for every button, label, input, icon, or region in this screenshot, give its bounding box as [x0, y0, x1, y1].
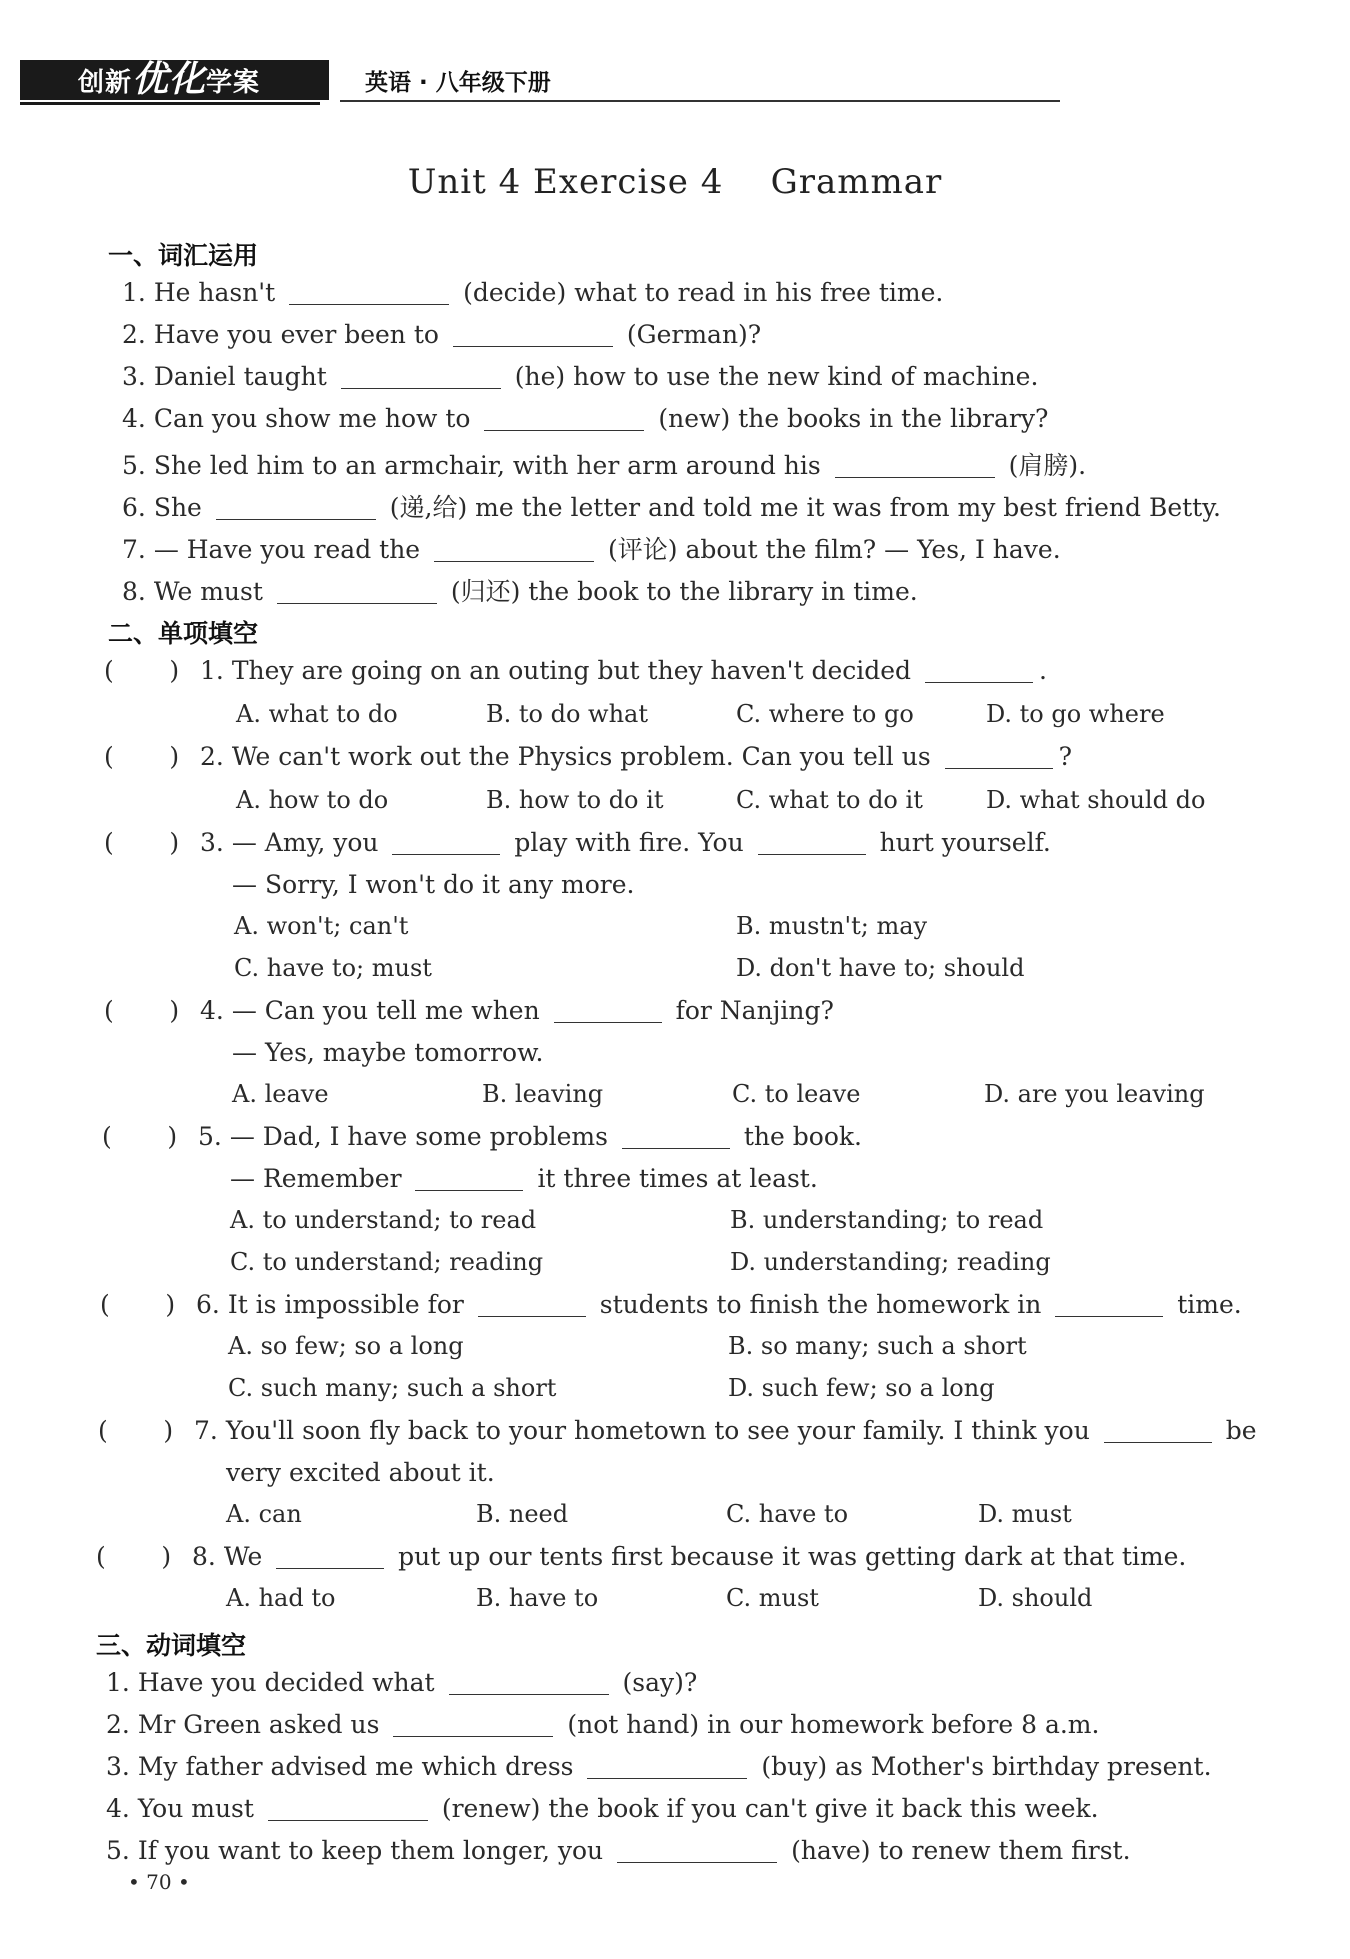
- option-b[interactable]: B. have to: [476, 1584, 599, 1612]
- answer-blank[interactable]: [289, 279, 449, 305]
- question-text: We: [223, 1542, 263, 1571]
- item-text: me the letter and told me it was from my best friend Betty.: [475, 493, 1221, 522]
- item-number: 6.: [196, 1290, 220, 1319]
- option-c[interactable]: C. have to; must: [234, 954, 432, 982]
- item-number: 3.: [200, 828, 224, 857]
- item-text: about the film? — Yes, I have.: [685, 535, 1061, 564]
- item-hint: (肩膀).: [1008, 451, 1087, 480]
- answer-blank[interactable]: [617, 1837, 777, 1863]
- answer-blank[interactable]: [268, 1795, 428, 1821]
- s3-item-5: [106, 1836, 1131, 1865]
- s1-item-3: [122, 362, 1038, 391]
- answer-blank[interactable]: [587, 1753, 747, 1779]
- answer-blank[interactable]: [415, 1165, 523, 1191]
- item-text: to renew them first.: [878, 1836, 1131, 1865]
- answer-blank[interactable]: [945, 743, 1053, 769]
- mc-question-3: [200, 828, 1051, 857]
- answer-blank[interactable]: [835, 452, 995, 478]
- item-text: the book if you can't give it back this week.: [548, 1794, 1099, 1823]
- answer-parenthesis[interactable]: ( ): [104, 742, 180, 771]
- mc-question-5: [198, 1122, 862, 1151]
- s1-item-2: [122, 320, 761, 349]
- question-text: .: [1039, 656, 1047, 685]
- item-text: My father advised me which dress: [137, 1752, 574, 1781]
- mc-question-2: [200, 742, 1072, 771]
- option-a[interactable]: A. can: [226, 1500, 302, 1528]
- item-hint: (评论): [608, 535, 678, 564]
- mc-question-6: [196, 1290, 1242, 1319]
- question-continuation: very excited about it.: [226, 1458, 495, 1487]
- item-text: Daniel taught: [153, 362, 327, 391]
- item-text: You must: [137, 1794, 254, 1823]
- option-b[interactable]: B. mustn't; may: [736, 912, 928, 940]
- answer-blank[interactable]: [1055, 1291, 1163, 1317]
- option-d[interactable]: D. should: [978, 1584, 1093, 1612]
- answer-blank[interactable]: [341, 363, 501, 389]
- brand-text-big: 优化: [132, 59, 207, 100]
- option-a[interactable]: A. had to: [226, 1584, 336, 1612]
- answer-blank[interactable]: [453, 321, 613, 347]
- answer-blank[interactable]: [1104, 1417, 1212, 1443]
- s1-item-5: [122, 446, 1086, 482]
- item-number: 4.: [200, 996, 224, 1025]
- option-b[interactable]: B. need: [476, 1500, 569, 1528]
- item-number: 6.: [122, 493, 146, 522]
- page-header: [20, 60, 1060, 105]
- answer-parenthesis[interactable]: ( ): [98, 1416, 174, 1445]
- brand-text-right: 学案: [206, 68, 261, 98]
- item-text: We must: [153, 577, 263, 606]
- item-text: She led him to an armchair, with her arm around his: [153, 451, 821, 480]
- item-hint: (new): [658, 404, 731, 433]
- question-text: students to finish the homework in: [599, 1290, 1042, 1319]
- item-number: 2.: [122, 320, 146, 349]
- option-a[interactable]: A. so few; so a long: [228, 1332, 464, 1360]
- answer-blank[interactable]: [434, 536, 594, 562]
- option-c[interactable]: C. where to go: [736, 700, 914, 728]
- mc-question-8: [192, 1542, 1186, 1571]
- question-text: — Can you tell me when: [231, 996, 540, 1025]
- item-text: — Have you read the: [153, 535, 421, 564]
- question-text: We can't work out the Physics problem. Can you tell us: [231, 742, 931, 771]
- question-text: put up our tents first because it was getting dark at that time.: [398, 1542, 1187, 1571]
- item-number: 7.: [194, 1416, 218, 1445]
- question-text: be: [1225, 1416, 1257, 1445]
- option-b[interactable]: B. so many; such a short: [728, 1332, 1027, 1360]
- option-d[interactable]: D. such few; so a long: [728, 1374, 995, 1402]
- item-text: He hasn't: [153, 278, 276, 307]
- item-text: If you want to keep them longer, you: [137, 1836, 604, 1865]
- option-b[interactable]: B. to do what: [486, 700, 649, 728]
- brand-text-left: 创新: [78, 68, 133, 98]
- option-d[interactable]: D. to go where: [986, 700, 1165, 728]
- answer-blank[interactable]: [478, 1291, 586, 1317]
- answer-blank[interactable]: [393, 1711, 553, 1737]
- item-number: 1.: [200, 656, 224, 685]
- header-rule-thick: [20, 102, 320, 105]
- item-number: 4.: [106, 1794, 130, 1823]
- item-number: 5.: [122, 451, 146, 480]
- item-text: as Mother's birthday present.: [835, 1752, 1212, 1781]
- option-a[interactable]: A. what to do: [236, 700, 398, 728]
- s1-item-1: [122, 278, 943, 307]
- question-text: hurt yourself.: [879, 828, 1051, 857]
- book-title: 英语 · 八年级下册: [365, 70, 551, 96]
- question-continuation: — Yes, maybe tomorrow.: [232, 1038, 544, 1067]
- option-c[interactable]: C. to understand; reading: [230, 1248, 544, 1276]
- question-text: ?: [1058, 742, 1073, 771]
- answer-blank[interactable]: [449, 1669, 609, 1695]
- option-d[interactable]: D. must: [978, 1500, 1072, 1528]
- item-number: 3.: [106, 1752, 130, 1781]
- item-text: in our homework before 8 a.m.: [707, 1710, 1100, 1739]
- answer-parenthesis[interactable]: ( ): [102, 1122, 178, 1151]
- brand-logo: [20, 60, 318, 100]
- item-hint: (递,给): [389, 493, 468, 522]
- question-text: — Dad, I have some problems: [229, 1122, 608, 1151]
- item-text: Have you decided what: [137, 1668, 435, 1697]
- item-number: 2.: [106, 1710, 130, 1739]
- option-c[interactable]: C. what to do it: [736, 786, 923, 814]
- option-a[interactable]: A. to understand; to read: [230, 1206, 537, 1234]
- header-rule: [340, 100, 1060, 102]
- answer-blank[interactable]: [554, 997, 662, 1023]
- option-c[interactable]: C. to leave: [732, 1080, 861, 1108]
- question-text: time.: [1177, 1290, 1242, 1319]
- s3-item-3: [106, 1752, 1212, 1781]
- question-text: — Amy, you: [231, 828, 379, 857]
- item-number: 1.: [122, 278, 146, 307]
- item-text: Have you ever been to: [153, 320, 439, 349]
- item-number: 3.: [122, 362, 146, 391]
- option-c[interactable]: C. have to: [726, 1500, 849, 1528]
- question-continuation: — Sorry, I won't do it any more.: [232, 870, 635, 899]
- option-d[interactable]: D. don't have to; should: [736, 954, 1025, 982]
- s1-item-6: [122, 488, 1221, 524]
- answer-blank[interactable]: [484, 405, 644, 431]
- answer-blank[interactable]: [276, 1543, 384, 1569]
- answer-parenthesis[interactable]: ( ): [100, 1290, 176, 1319]
- item-hint: (decide): [463, 278, 567, 307]
- option-a[interactable]: A. how to do: [236, 786, 389, 814]
- option-a[interactable]: A. leave: [232, 1080, 329, 1108]
- s1-item-8: [122, 572, 918, 608]
- option-c[interactable]: C. must: [726, 1584, 819, 1612]
- item-text: what to read in his free time.: [574, 278, 944, 307]
- item-number: 2.: [200, 742, 224, 771]
- mc-question-4: [200, 996, 834, 1025]
- option-d[interactable]: D. are you leaving: [984, 1080, 1205, 1108]
- answer-parenthesis[interactable]: ( ): [104, 996, 180, 1025]
- answer-parenthesis[interactable]: ( ): [104, 828, 180, 857]
- item-number: 4.: [122, 404, 146, 433]
- section3-heading: 三、动词填空: [96, 1631, 247, 1660]
- option-c[interactable]: C. such many; such a short: [228, 1374, 557, 1402]
- item-hint: (have): [791, 1836, 871, 1865]
- item-hint: (not hand): [567, 1710, 700, 1739]
- s3-item-2: [106, 1710, 1099, 1739]
- item-hint: (German)?: [626, 320, 762, 349]
- item-number: 8.: [122, 577, 146, 606]
- answer-blank[interactable]: [758, 829, 866, 855]
- question-text: — Remember: [230, 1164, 402, 1193]
- mc-question-1: [200, 656, 1047, 685]
- question-text: the book.: [743, 1122, 862, 1151]
- item-number: 5.: [198, 1122, 222, 1151]
- option-a[interactable]: A. won't; can't: [234, 912, 409, 940]
- page-number: • 70 •: [128, 1870, 190, 1894]
- question-text: play with fire. You: [514, 828, 744, 857]
- option-d[interactable]: D. what should do: [986, 786, 1206, 814]
- item-text: She: [153, 493, 202, 522]
- item-hint: (renew): [441, 1794, 541, 1823]
- item-hint: (say)?: [622, 1668, 698, 1697]
- option-b[interactable]: B. leaving: [482, 1080, 604, 1108]
- option-d[interactable]: D. understanding; reading: [730, 1248, 1051, 1276]
- mc-question-7: [194, 1416, 1257, 1445]
- s1-item-4: [122, 404, 1048, 433]
- question-text: for Nanjing?: [675, 996, 834, 1025]
- answer-blank[interactable]: [216, 494, 376, 520]
- answer-blank[interactable]: [392, 829, 500, 855]
- answer-blank[interactable]: [277, 578, 437, 604]
- item-text: Can you show me how to: [153, 404, 471, 433]
- item-hint: (归还): [450, 577, 521, 606]
- question-text: It is impossible for: [227, 1290, 464, 1319]
- answer-parenthesis[interactable]: ( ): [104, 656, 180, 685]
- question-text: They are going on an outing but they haven't decided: [231, 656, 912, 685]
- brand-tail: [318, 60, 340, 100]
- option-b[interactable]: B. how to do it: [486, 786, 664, 814]
- item-text: the books in the library?: [738, 404, 1049, 433]
- section1-heading: 一、词汇运用: [108, 241, 259, 270]
- item-text: the book to the library in time.: [528, 577, 918, 606]
- page-title: Unit 4 Exercise 4 Grammar: [407, 162, 943, 202]
- option-b[interactable]: B. understanding; to read: [730, 1206, 1044, 1234]
- item-text: how to use the new kind of machine.: [573, 362, 1039, 391]
- question-text: You'll soon fly back to your hometown to see your family. I think you: [225, 1416, 1090, 1445]
- section2-heading: 二、单项填空: [108, 619, 259, 648]
- item-number: 7.: [122, 535, 146, 564]
- item-number: 1.: [106, 1668, 130, 1697]
- s3-item-4: [106, 1794, 1099, 1823]
- answer-blank[interactable]: [622, 1123, 730, 1149]
- item-number: 5.: [106, 1836, 130, 1865]
- item-text: Mr Green asked us: [137, 1710, 380, 1739]
- item-hint: (he): [514, 362, 566, 391]
- s3-item-1: [106, 1668, 697, 1697]
- item-number: 8.: [192, 1542, 216, 1571]
- question-continuation: [230, 1164, 818, 1193]
- answer-blank[interactable]: [925, 657, 1033, 683]
- answer-parenthesis[interactable]: ( ): [96, 1542, 172, 1571]
- item-hint: (buy): [761, 1752, 828, 1781]
- question-text: it three times at least.: [537, 1164, 818, 1193]
- s1-item-7: [122, 530, 1061, 566]
